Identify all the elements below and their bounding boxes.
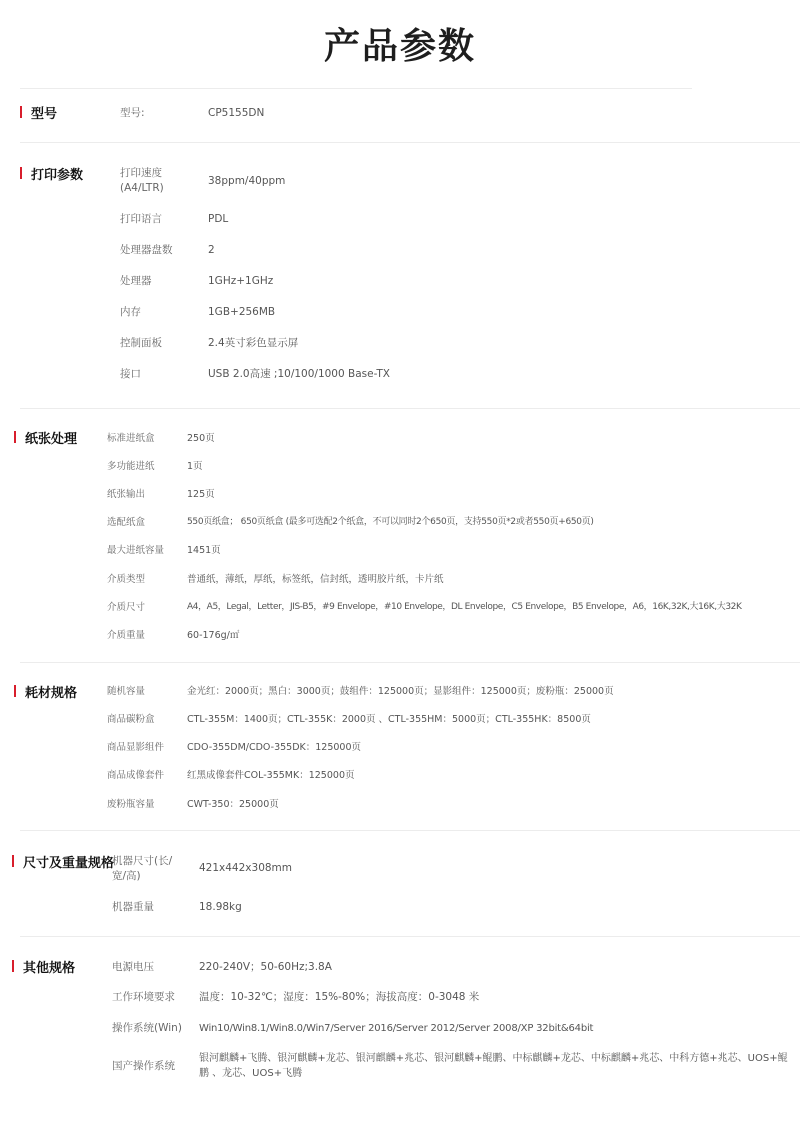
spec-label: 随机容量 bbox=[107, 686, 146, 697]
spec-value: 220-240V；50-60Hz;3.8A bbox=[199, 961, 332, 973]
spec-value: CWT-350：25000页 bbox=[187, 799, 279, 810]
section-title: 其他规格 bbox=[23, 961, 76, 976]
spec-label: 工作环境要求 bbox=[112, 991, 175, 1003]
section-title: 打印参数 bbox=[31, 168, 84, 183]
section-marker bbox=[14, 685, 16, 697]
spec-value: 421x442x308mm bbox=[199, 862, 293, 874]
spec-label: 商品显影组件 bbox=[107, 742, 165, 753]
spec-label: 打印语言 bbox=[120, 213, 162, 225]
spec-value: USB 2.0高速 ;10/100/1000 Base-TX bbox=[208, 368, 391, 380]
spec-label: 纸张输出 bbox=[107, 489, 146, 500]
page-title: 产品参数 bbox=[323, 26, 476, 67]
spec-label: 型号: bbox=[120, 107, 145, 119]
section-marker bbox=[12, 855, 14, 867]
spec-label: 多功能进纸 bbox=[107, 461, 155, 472]
spec-label: 机器重量 bbox=[112, 901, 154, 913]
spec-value: 1451页 bbox=[187, 545, 221, 556]
spec-value: 1GHz+1GHz bbox=[208, 275, 274, 287]
spec-value: CDO-355DM/CDO-355DK：125000页 bbox=[187, 742, 362, 753]
spec-label: 机器尺寸(长/宽/高) bbox=[112, 855, 173, 882]
spec-label: 操作系统(Win) bbox=[112, 1022, 182, 1034]
divider bbox=[20, 88, 692, 89]
spec-value: 2.4英寸彩色显示屏 bbox=[208, 337, 299, 349]
section-title: 耗材规格 bbox=[25, 686, 78, 701]
spec-value: 250页 bbox=[187, 433, 215, 444]
spec-label: 选配纸盒 bbox=[107, 517, 146, 528]
section-marker bbox=[20, 106, 22, 118]
spec-value: 550页纸盒； 650页纸盒 (最多可选配2个纸盒，不可以同时2个650页，支持550页*2或者550页+650页) bbox=[187, 517, 594, 527]
spec-value: 18.98kg bbox=[199, 901, 242, 913]
spec-label: 控制面板 bbox=[120, 337, 162, 349]
spec-label: 介质尺寸 bbox=[107, 602, 146, 613]
spec-label: 内存 bbox=[120, 306, 141, 318]
spec-label: 接口 bbox=[120, 368, 141, 380]
spec-label: 处理器盘数 bbox=[120, 244, 173, 256]
spec-label: 最大进纸容量 bbox=[107, 545, 165, 556]
spec-value: A4，A5，Legal，Letter，JIS-B5，#9 Envelope，#10 Envelope，DL Envelope，C5 Envelope，B5 Envelope，A6，16K,32K,大16K,大32K bbox=[187, 602, 742, 612]
spec-value: 普通纸，薄纸，厚纸，标签纸，信封纸，透明胶片纸，卡片纸 bbox=[187, 574, 444, 585]
spec-label: 废粉瓶容量 bbox=[107, 799, 155, 810]
spec-value: Win10/Win8.1/Win8.0/Win7/Server 2016/Server 2012/Server 2008/XP 32bit&64bit bbox=[199, 1023, 594, 1034]
spec-label: 商品碳粉盒 bbox=[107, 714, 155, 725]
section-marker bbox=[14, 431, 16, 443]
spec-value: 1GB+256MB bbox=[208, 306, 276, 318]
spec-label: 介质重量 bbox=[107, 630, 146, 641]
spec-value: 2 bbox=[208, 244, 215, 256]
divider bbox=[20, 142, 800, 143]
spec-value: CP5155DN bbox=[208, 107, 265, 119]
spec-value: CTL-355M：1400页；CTL-355K：2000页 、CTL-355HM：5000页；CTL-355HK：8500页 bbox=[187, 714, 591, 725]
spec-label: 标准进纸盒 bbox=[107, 433, 155, 444]
divider bbox=[20, 830, 800, 831]
section-marker bbox=[12, 960, 14, 972]
section-title: 纸张处理 bbox=[25, 432, 78, 447]
spec-value: 60-176g/㎡ bbox=[187, 630, 240, 641]
section-title: 型号 bbox=[31, 107, 58, 122]
spec-value: PDL bbox=[208, 213, 229, 225]
section-marker bbox=[20, 167, 22, 179]
divider bbox=[20, 936, 800, 937]
spec-label: 处理器 bbox=[120, 275, 152, 287]
spec-value: 38ppm/40ppm bbox=[208, 175, 286, 187]
spec-value: 1页 bbox=[187, 461, 203, 472]
spec-label: 打印速度(A4/LTR) bbox=[120, 167, 164, 194]
spec-value: 金光红：2000页；黑白：3000页；鼓组件：125000页；显影组件：125000页；废粉瓶：25000页 bbox=[187, 686, 614, 697]
divider bbox=[20, 662, 800, 663]
spec-value: 125页 bbox=[187, 489, 215, 500]
spec-label: 国产操作系统 bbox=[112, 1060, 175, 1072]
spec-value: 温度：10-32℃；湿度：15%-80%；海拔高度：0-3048 米 bbox=[199, 991, 480, 1003]
spec-label: 介质类型 bbox=[107, 574, 146, 585]
spec-label: 电源电压 bbox=[112, 961, 154, 973]
section-title: 尺寸及重量规格 bbox=[23, 856, 115, 871]
spec-label: 商品成像套件 bbox=[107, 770, 165, 781]
spec-value: 银河麒麟+飞腾、银河麒麟+龙芯、银河麒麟+兆芯、银河麒麟+鲲鹏、中标麒麟+龙芯、中标麒麟+兆芯、中科方德+兆芯、UOS+鲲鹏 、龙芯、UOS+飞腾 bbox=[199, 1053, 788, 1079]
spec-value: 红黑成像套件COL-355MK：125000页 bbox=[187, 770, 355, 781]
divider bbox=[20, 408, 800, 409]
